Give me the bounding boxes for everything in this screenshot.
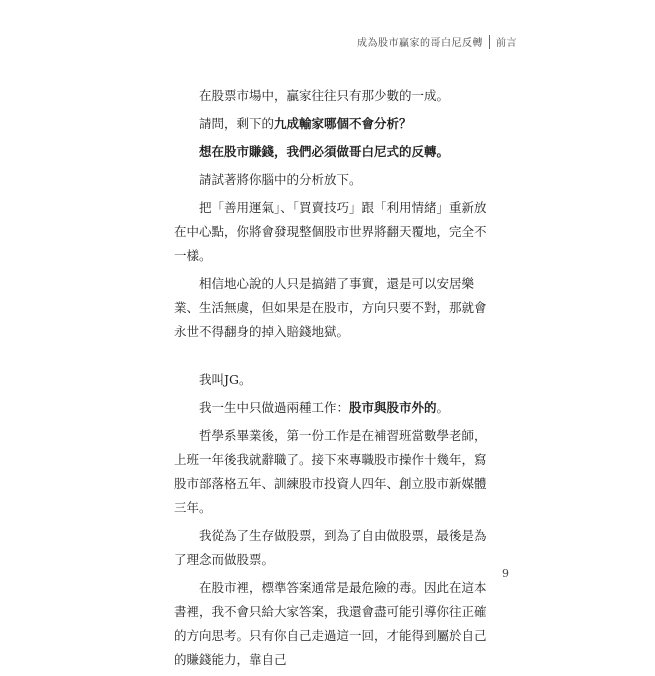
header-divider [489,35,490,49]
book-title: 成為股市贏家的哥白尼反轉 [357,38,483,49]
paragraph-5: 把「善用運氣」、「買賣技巧」跟「利用情緒」重新放在中心點，你將會發現整個股市世界將翻天覆地，完全不一樣。 [174,200,487,263]
paragraph-8-emphasis: 股市與股市外的 [349,400,437,415]
paragraph-8-suffix: 。 [436,400,450,415]
paragraph-1: 在股票市場中，贏家往往只有那少數的一成。 [199,88,450,103]
paragraph-8-prefix: 我一生中只做過兩種工作： [199,400,350,415]
paragraph-8 [174,396,490,420]
paragraph-2-emphasis: 九成輸家哪個不會分析？ [274,116,412,131]
paragraph-10: 我從為了生存做股票，到為了自由做股票，最後是為了理念而做股票。 [174,528,487,567]
paragraph-4: 請試著將你腦中的分析放下。 [199,172,362,187]
section-break [174,348,490,368]
paragraph-2 [174,112,490,136]
page-body [174,84,490,676]
running-header [357,34,517,49]
paragraph-3: 想在股市賺錢，我們必須做哥白尼式的反轉。 [199,144,450,159]
paragraph-9: 哲學系畢業後，第一份工作是在補習班當數學老師，上班一年後我就辭職了。接下來專職股市操作十幾年，寫股市部落格五年、訓練股市投資人四年、創立股市新媒體三年。 [174,428,487,515]
paragraph-7: 我叫JG。 [199,372,252,387]
paragraph-2-prefix: 請問，剩下的 [199,116,275,131]
paragraph-6: 相信地心說的人只是搞錯了事實，還是可以安居樂業、生活無虞，但如果是在股市，方向只要不對，那就會永世不得翻身的掉入賠錢地獄。 [174,276,487,339]
paragraph-11: 在股市裡，標準答案通常是最危險的毒。因此在這本書裡，我不會只給大家答案，我還會盡可能引導你往正確的方向思考。只有你自己走過這一回，才能得到屬於自己的賺錢能力，靠自己 [174,580,487,667]
section-title: 前言 [496,38,517,49]
page-number: 9 [502,567,509,580]
